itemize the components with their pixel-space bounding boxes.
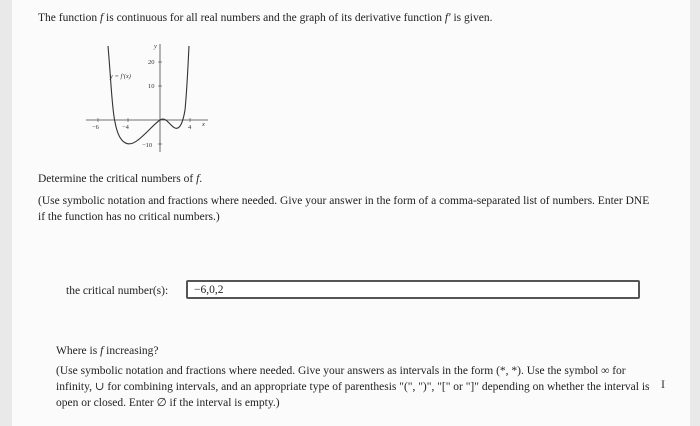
increasing-instructions: (Use symbolic notation and fractions where needed. Give your answers as intervals in the form (*, *). Use the symbol ∞ for infinity, ∪ for combining intervals, and an appropriate type of parenthesis "(", ")", "[" or "]" depending on whether the interval is open or closed. Enter ∅ if the interval is empty.) (56, 365, 650, 409)
y-tick-label: 10 (148, 83, 155, 90)
x-axis-label: x (202, 121, 205, 128)
critical-numbers-value: −6,0,2 (194, 284, 224, 296)
derivative-graph (84, 40, 212, 160)
y-tick-label: −10 (142, 142, 153, 149)
y-axis-label: y (154, 43, 157, 50)
critical-numbers-input[interactable] (186, 280, 640, 299)
text-cursor-icon: I (661, 377, 665, 391)
critical-numbers-instructions: (Use symbolic notation and fractions where needed. Give your answer in the form of a comma-separated list of numbers. Enter DNE if the function has no critical numbers.) (38, 195, 650, 223)
x-tick-label: −6 (92, 124, 99, 131)
question-page (12, 0, 690, 426)
curve-label: y = f′(x) (110, 73, 131, 80)
x-tick-label: −4 (122, 124, 129, 131)
y-tick-label: 20 (148, 59, 155, 66)
increasing-prompt: Where is f increasing? (56, 345, 159, 357)
x-tick-label: 4 (188, 124, 192, 131)
answer-label: the critical number(s): (66, 285, 169, 297)
question-intro: The function f is continuous for all real numbers and the graph of its derivative function f′ is given. (38, 12, 493, 24)
critical-numbers-prompt: Determine the critical numbers of f. (38, 173, 203, 185)
